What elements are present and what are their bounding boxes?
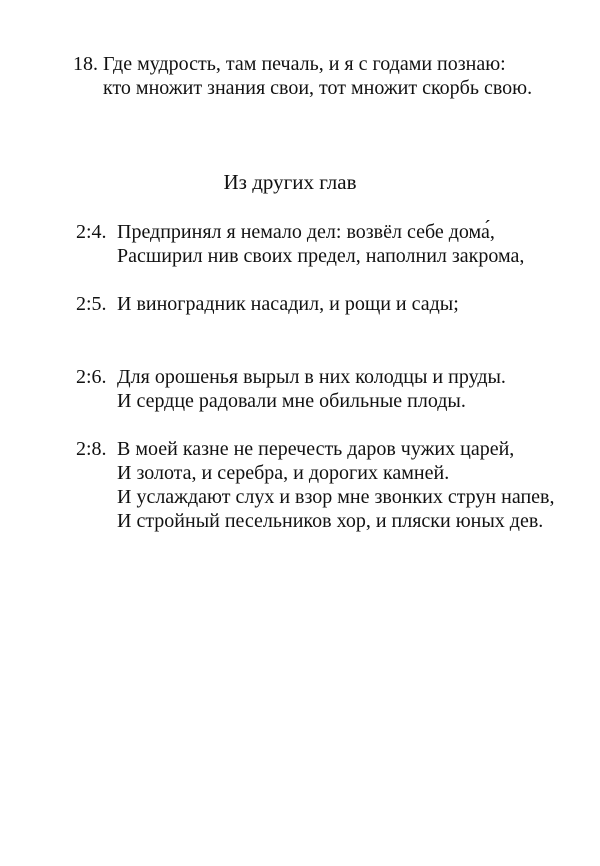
verse-line: Для орошенья вырыл в них колодцы и пруды.	[117, 366, 506, 388]
verse-line: И золота, и серебра, и дорогих камней.	[117, 462, 450, 484]
verse-line: И стройный песельников хор, и пляски юных дев.	[117, 510, 544, 532]
verse-reference: 2:6.	[76, 366, 107, 388]
verse-lines	[117, 292, 459, 316]
verse-block-18	[73, 52, 532, 100]
verse-line: И сердце радовали мне обильные плоды.	[117, 390, 466, 412]
verse-line: кто множит знания свои, тот множит скорбь свою.	[103, 77, 533, 99]
verse-line: И услаждают слух и взор мне звонких струн напев,	[117, 486, 555, 508]
verse-reference: 2:8.	[76, 438, 107, 460]
verse-line: Расширил нив своих предел, наполнил закрома,	[117, 245, 525, 267]
verse-block-2-8	[76, 437, 554, 533]
section-heading: Из других глав	[223, 170, 357, 194]
verse-block-2-6	[76, 365, 506, 413]
verse-number: 18.	[73, 53, 98, 75]
verse-lines	[117, 437, 554, 533]
verse-line: Предпринял я немало дел: возвёл себе дома́,	[117, 221, 495, 243]
verse-reference: 2:4.	[76, 221, 107, 243]
verse-block-2-5	[76, 292, 459, 316]
verse-line: Где мудрость, там печаль, и я с годами познаю:	[103, 53, 506, 75]
verse-line: В моей казне не перечесть даров чужих царей,	[117, 438, 515, 460]
verse-reference: 2:5.	[76, 293, 107, 315]
verse-lines	[117, 220, 524, 268]
verse-lines	[103, 52, 532, 100]
verse-lines	[117, 365, 506, 413]
verse-block-2-4	[76, 220, 524, 268]
verse-line: И виноградник насадил, и рощи и сады;	[117, 293, 459, 315]
